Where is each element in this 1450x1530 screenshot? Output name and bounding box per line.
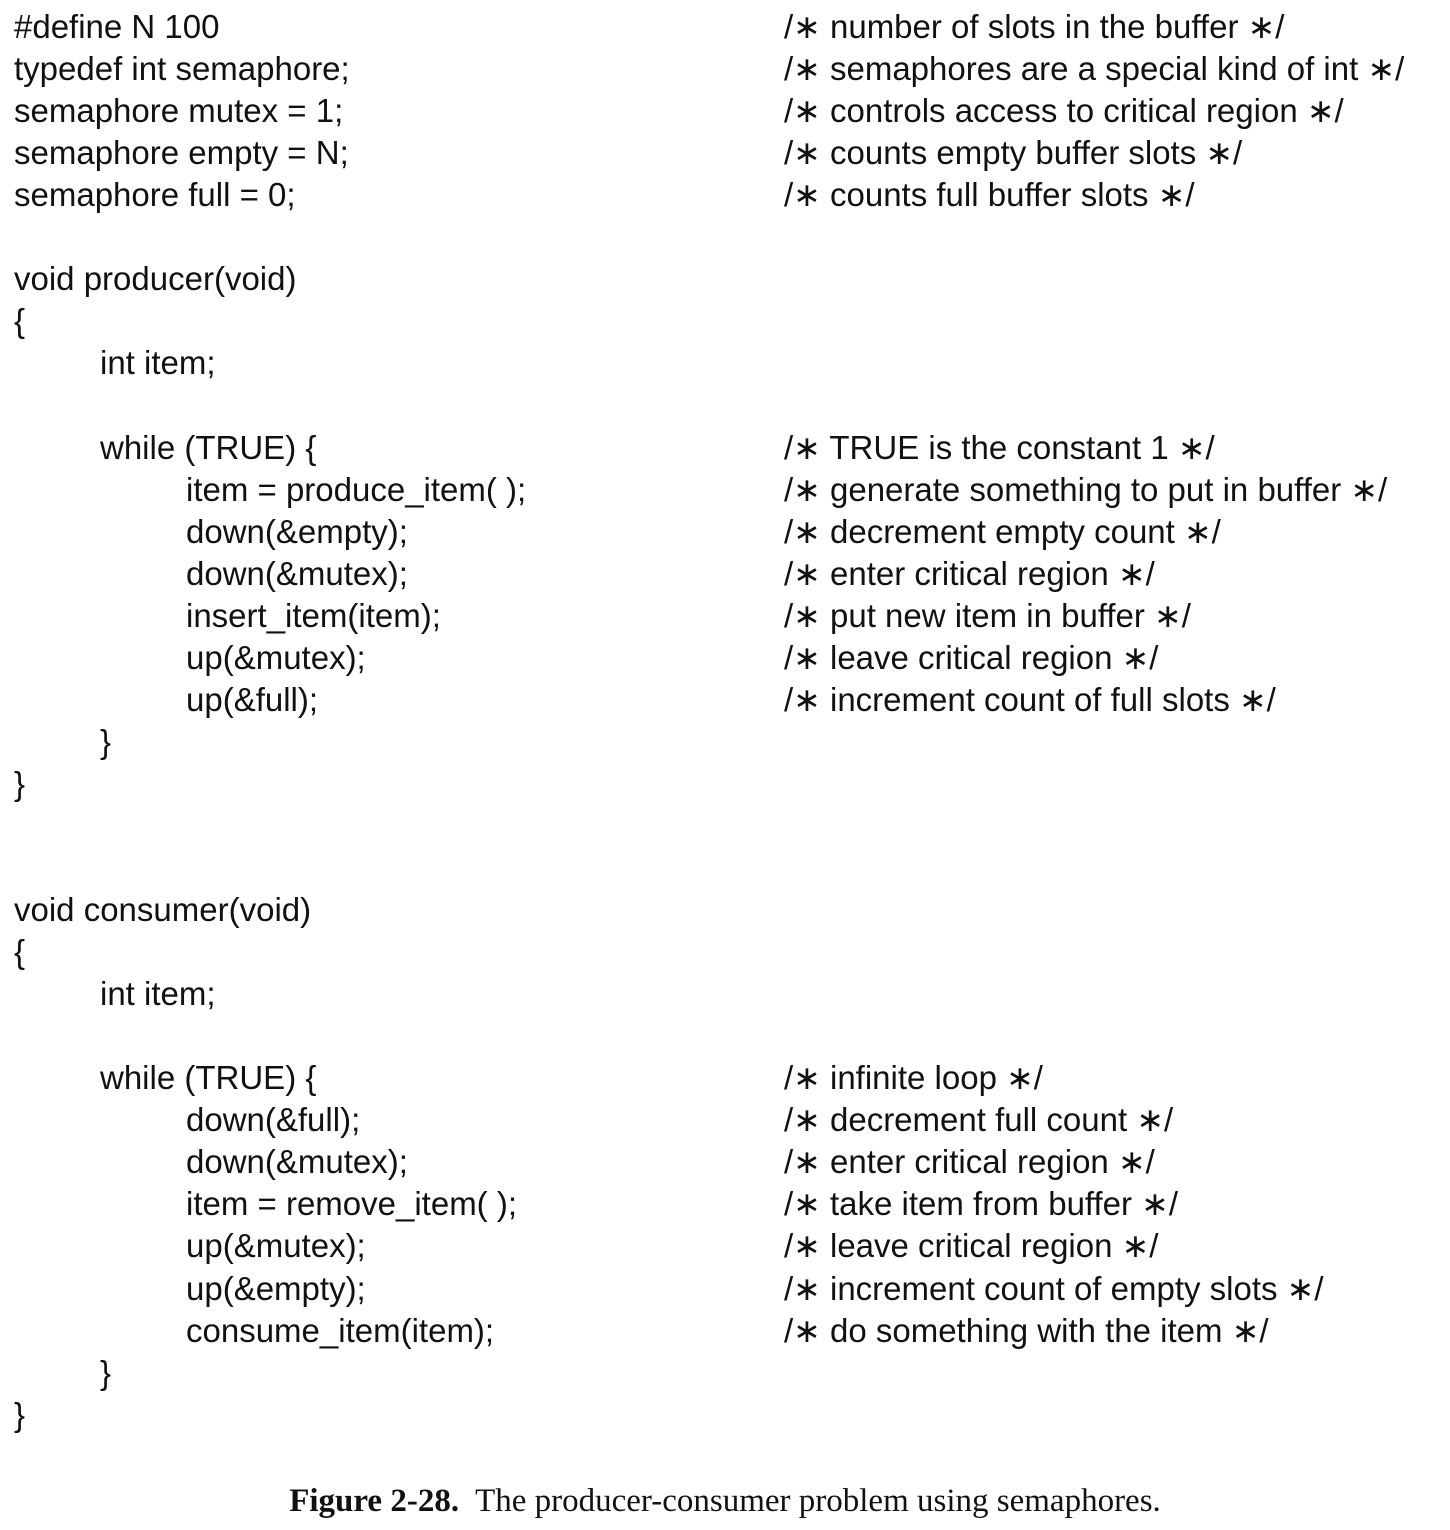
code-statement: down(&full);	[186, 1101, 361, 1139]
code-line	[0, 1141, 1450, 1183]
code-statement: item = remove_item( );	[186, 1185, 517, 1223]
code-statement: int item;	[100, 975, 216, 1013]
code-comment: /∗ enter critical region ∗/	[784, 554, 1155, 592]
figure-label: Figure 2-28.	[289, 1483, 460, 1519]
code-line	[0, 132, 1450, 174]
code-statement: }	[14, 764, 26, 802]
code-comment: /∗ semaphores are a special kind of int ∗/	[784, 50, 1405, 88]
code-line	[0, 1015, 1450, 1057]
code-line	[0, 931, 1450, 973]
code-statement: typedef int semaphore;	[14, 50, 350, 88]
figure-caption	[0, 1480, 1450, 1522]
code-line	[0, 300, 1450, 342]
code-comment: /∗ do something with the item ∗/	[784, 1311, 1269, 1349]
code-comment: /∗ number of slots in the buffer ∗/	[784, 8, 1285, 45]
code-line	[0, 637, 1450, 679]
code-statement: while (TRUE) {	[100, 1059, 317, 1097]
code-line	[0, 48, 1450, 90]
code-line	[0, 1183, 1450, 1225]
code-line	[0, 6, 1450, 48]
code-line	[0, 889, 1450, 931]
code-line	[0, 1225, 1450, 1267]
code-line	[0, 847, 1450, 889]
code-line	[0, 511, 1450, 553]
code-statement: up(&full);	[186, 680, 319, 718]
code-line	[0, 679, 1450, 721]
code-statement: insert_item(item);	[186, 596, 441, 634]
code-line	[0, 553, 1450, 595]
code-statement: semaphore mutex = 1;	[14, 92, 344, 130]
code-line	[0, 342, 1450, 384]
code-statement: semaphore empty = N;	[14, 134, 349, 172]
code-line	[0, 469, 1450, 511]
code-comment: /∗ increment count of full slots ∗/	[784, 680, 1276, 718]
code-statement: #define N 100	[14, 8, 220, 45]
code-line	[0, 258, 1450, 300]
code-line	[0, 595, 1450, 637]
code-line	[0, 1352, 1450, 1394]
code-comment: /∗ put new item in buffer ∗/	[784, 596, 1191, 634]
code-statement: consume_item(item);	[186, 1311, 495, 1349]
code-statement: }	[100, 722, 112, 760]
code-statement: down(&mutex);	[186, 554, 408, 592]
code-comment: /∗ counts empty buffer slots ∗/	[784, 134, 1243, 172]
code-comment: /∗ decrement full count ∗/	[784, 1101, 1174, 1139]
figure-caption-text: The producer-consumer problem using semaphores.	[475, 1483, 1161, 1519]
code-statement: void consumer(void)	[14, 891, 312, 929]
code-line	[0, 721, 1450, 763]
code-line	[0, 973, 1450, 1015]
code-statement: while (TRUE) {	[100, 428, 317, 466]
code-line	[0, 1394, 1450, 1436]
code-comment: /∗ enter critical region ∗/	[784, 1143, 1155, 1181]
code-statement: item = produce_item( );	[186, 470, 527, 508]
code-comment: /∗ leave critical region ∗/	[784, 638, 1159, 676]
code-statement: semaphore full = 0;	[14, 176, 296, 214]
code-line	[0, 763, 1450, 805]
code-line	[0, 1057, 1450, 1099]
code-comment: /∗ generate something to put in buffer ∗/	[784, 470, 1388, 508]
code-line	[0, 216, 1450, 258]
code-line	[0, 174, 1450, 216]
code-statement: void producer(void)	[14, 260, 297, 298]
code-line	[0, 90, 1450, 132]
code-comment: /∗ TRUE is the constant 1 ∗/	[784, 428, 1215, 466]
code-statement: int item;	[100, 344, 216, 382]
code-comment: /∗ infinite loop ∗/	[784, 1059, 1043, 1097]
code-statement: down(&empty);	[186, 512, 408, 550]
code-comment: /∗ decrement empty count ∗/	[784, 512, 1221, 550]
code-statement: up(&empty);	[186, 1269, 366, 1307]
code-statement: up(&mutex);	[186, 638, 366, 676]
code-comment: /∗ controls access to critical region ∗/	[784, 92, 1344, 130]
code-statement: }	[100, 1353, 112, 1391]
code-line	[0, 805, 1450, 847]
code-comment: /∗ leave critical region ∗/	[784, 1227, 1159, 1265]
code-line	[0, 384, 1450, 426]
code-statement: down(&mutex);	[186, 1143, 408, 1181]
code-statement: up(&mutex);	[186, 1227, 366, 1265]
code-line	[0, 427, 1450, 469]
code-line	[0, 1099, 1450, 1141]
code-statement: {	[14, 302, 26, 340]
code-statement: {	[14, 933, 26, 971]
code-comment: /∗ increment count of empty slots ∗/	[784, 1269, 1324, 1307]
code-line	[0, 1310, 1450, 1352]
code-comment: /∗ take item from buffer ∗/	[784, 1185, 1178, 1223]
code-comment: /∗ counts full buffer slots ∗/	[784, 176, 1195, 214]
code-statement: }	[14, 1395, 26, 1433]
code-line	[0, 1268, 1450, 1310]
